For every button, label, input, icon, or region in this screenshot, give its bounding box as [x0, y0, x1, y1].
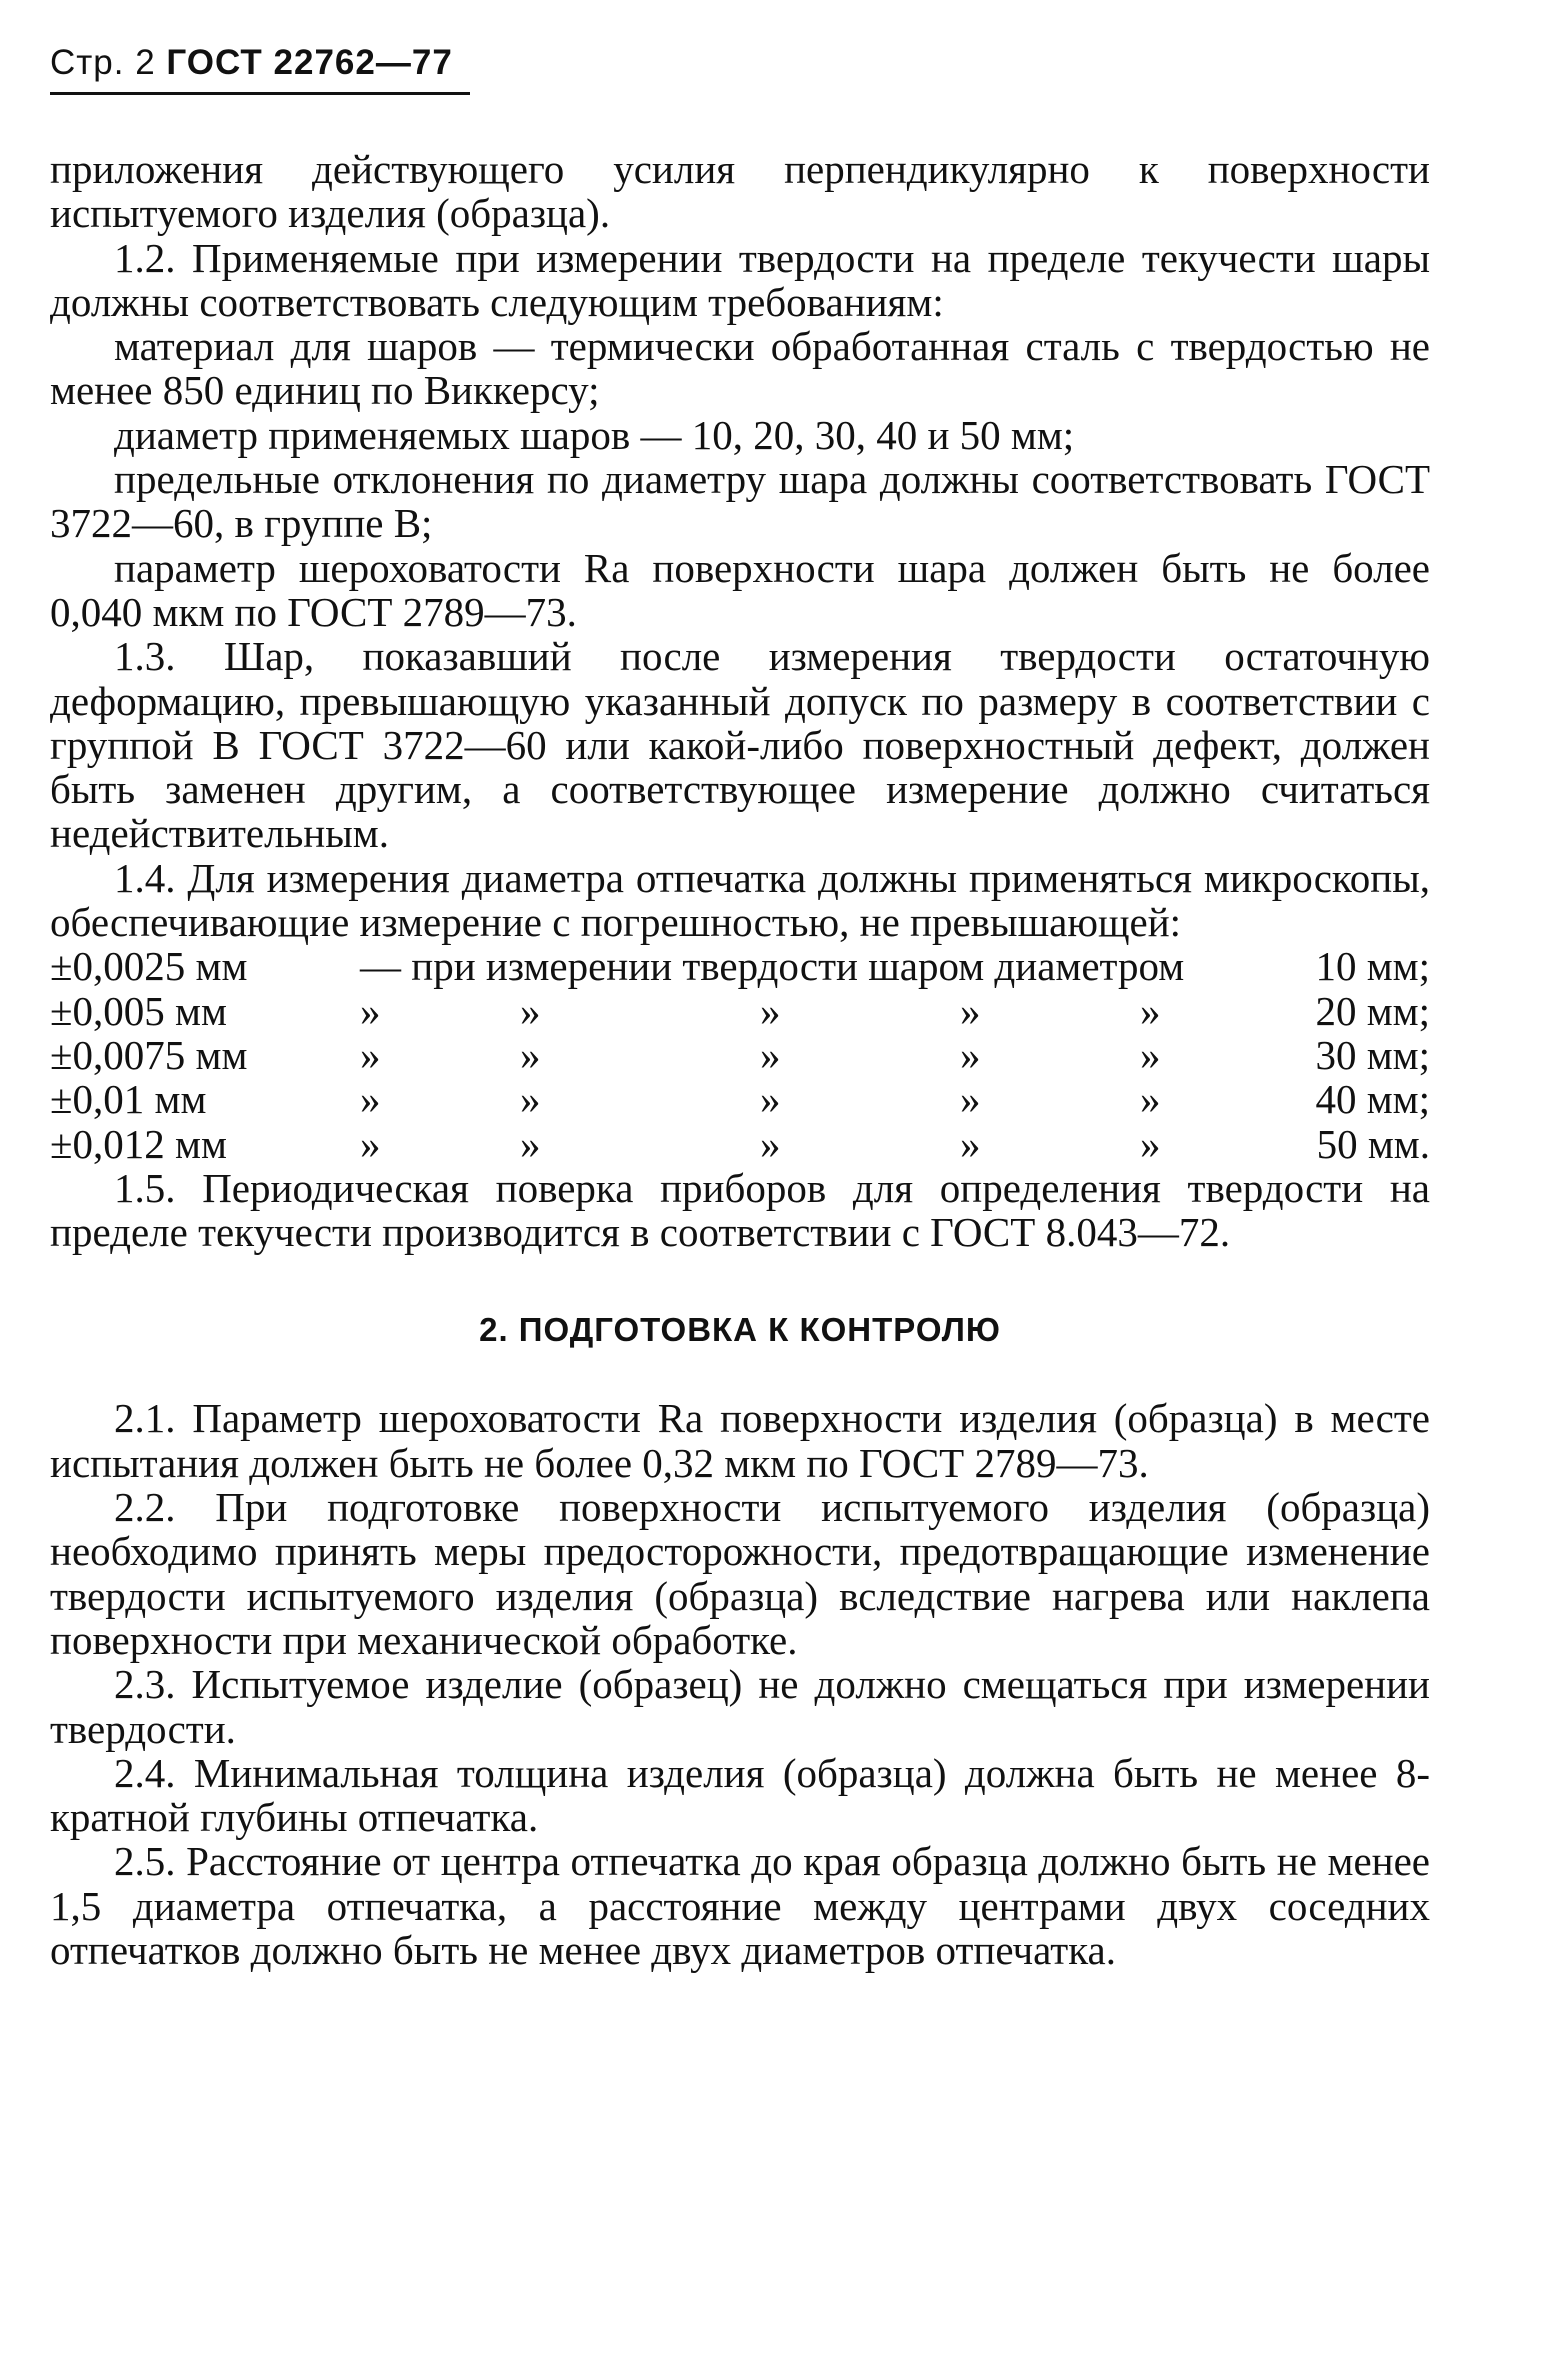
ditto-mark: »: [760, 1076, 781, 1123]
ball-diameter: 30 мм;: [1315, 1031, 1430, 1078]
tolerance-value: ±0,01 мм: [50, 1076, 207, 1123]
paragraph-2-4: 2.4. Минимальная толщина изделия (образца) должна быть не менее 8-кратной глубины отпечатка.: [50, 1749, 1430, 1841]
page-header: [50, 40, 470, 95]
ditto-mark: »: [360, 1076, 381, 1123]
ditto-mark: »: [960, 1120, 981, 1167]
tolerance-value: ±0,0075 мм: [50, 1031, 248, 1078]
document-page: [50, 40, 1430, 1972]
requirement-material: материал для шаров — термически обработанная сталь с твердостью не менее 850 единиц по Виккерсу;: [50, 323, 1430, 414]
ditto-mark: »: [520, 1031, 541, 1078]
tolerance-value: ±0,012 мм: [50, 1120, 227, 1167]
ball-diameter: 40 мм;: [1315, 1076, 1430, 1123]
paragraph-1-5: 1.5. Периодическая поверка приборов для определения твердости на пределе текучести производится в соответствии с ГОСТ 8.043—72.: [50, 1164, 1430, 1256]
tolerance-row: [50, 1033, 1430, 1077]
page-number-label: Стр. 2: [50, 43, 156, 82]
ditto-mark: »: [760, 1031, 781, 1078]
section-2-heading: 2. ПОДГОТОВКА К КОНТРОЛЮ: [479, 1311, 1001, 1349]
ball-diameter: 50 мм.: [1316, 1120, 1430, 1167]
tolerance-row: [50, 989, 1430, 1033]
paragraph-2-2: 2.2. При подготовке поверхности испытуемого изделия (образца) необходимо принять меры предосторожности, предотвращающие изменение твердости испытуемого изделия (образца) вследствие нагрева или наклепа поверхности при механической обработке.: [50, 1484, 1430, 1663]
ditto-mark: »: [960, 1076, 981, 1123]
paragraph-1-3: 1.3. Шар, показавший после измерения твердости остаточную деформацию, превышающую указанный допуск по размеру в соответствии с группой В ГОСТ 3722—60 или какой-либо поверхностный дефект, должен быть заменен другим, а соответствующее измерение должно считаться недействительным.: [50, 633, 1430, 857]
ditto-mark: »: [520, 1120, 541, 1167]
ditto-mark: »: [960, 1031, 981, 1078]
tolerance-row: [50, 1077, 1430, 1121]
paragraph-1-2: 1.2. Применяемые при измерении твердости на пределе текучести шары должны соответствовать следующим требованиям:: [50, 234, 1430, 325]
requirement-roughness: параметр шероховатости Ra поверхности шара должен быть не более 0,040 мкм по ГОСТ 2789—73.: [50, 544, 1430, 635]
ditto-mark: »: [960, 987, 981, 1034]
tolerance-text: — при измерении твердости шаром диаметром: [360, 943, 1185, 990]
standard-designation: ГОСТ 22762—77: [166, 43, 453, 82]
ditto-mark: »: [760, 987, 781, 1034]
requirement-deviation: предельные отклонения по диаметру шара должны соответствовать ГОСТ 3722—60, в группе В;: [50, 456, 1430, 547]
ditto-mark: »: [1140, 1120, 1161, 1167]
ditto-mark: »: [520, 1076, 541, 1123]
tolerance-value: ±0,0025 мм: [50, 943, 248, 990]
tolerance-value: ±0,005 мм: [50, 987, 227, 1034]
ditto-mark: »: [360, 1031, 381, 1078]
ditto-mark: »: [520, 987, 541, 1034]
paragraph-1-4: 1.4. Для измерения диаметра отпечатка должны применяться микроскопы, обеспечивающие измерение с погрешностью, не превышающей:: [50, 854, 1430, 946]
ditto-mark: »: [1140, 987, 1161, 1034]
document-body: [50, 147, 1430, 1972]
requirement-diameter: диаметр применяемых шаров — 10, 20, 30, 40 и 50 мм;: [114, 411, 1075, 458]
ditto-mark: »: [360, 1120, 381, 1167]
paragraph-2-3: 2.3. Испытуемое изделие (образец) не должно смещаться при измерении твердости.: [50, 1661, 1430, 1752]
ditto-mark: »: [1140, 1076, 1161, 1123]
ditto-mark: »: [360, 987, 381, 1034]
tolerance-table: [50, 944, 1430, 1165]
tolerance-row: [50, 944, 1430, 988]
ball-diameter: 10 мм;: [1315, 943, 1430, 990]
ditto-mark: »: [760, 1120, 781, 1167]
paragraph-2-1: 2.1. Параметр шероховатости Ra поверхности изделия (образца) в месте испытания должен быть не более 0,32 мкм по ГОСТ 2789—73.: [50, 1395, 1430, 1486]
ball-diameter: 20 мм;: [1315, 987, 1430, 1034]
paragraph-2-5: 2.5. Расстояние от центра отпечатка до края образца должно быть не менее 1,5 диаметра отпечатка, а расстояние между центрами двух соседних отпечатков должно быть не менее двух диаметров отпечатка.: [50, 1838, 1430, 1973]
paragraph-continuation: приложения действующего усилия перпендикулярно к поверхности испытуемого изделия (образца).: [50, 146, 1430, 237]
tolerance-row: [50, 1122, 1430, 1166]
ditto-mark: »: [1140, 1031, 1161, 1078]
